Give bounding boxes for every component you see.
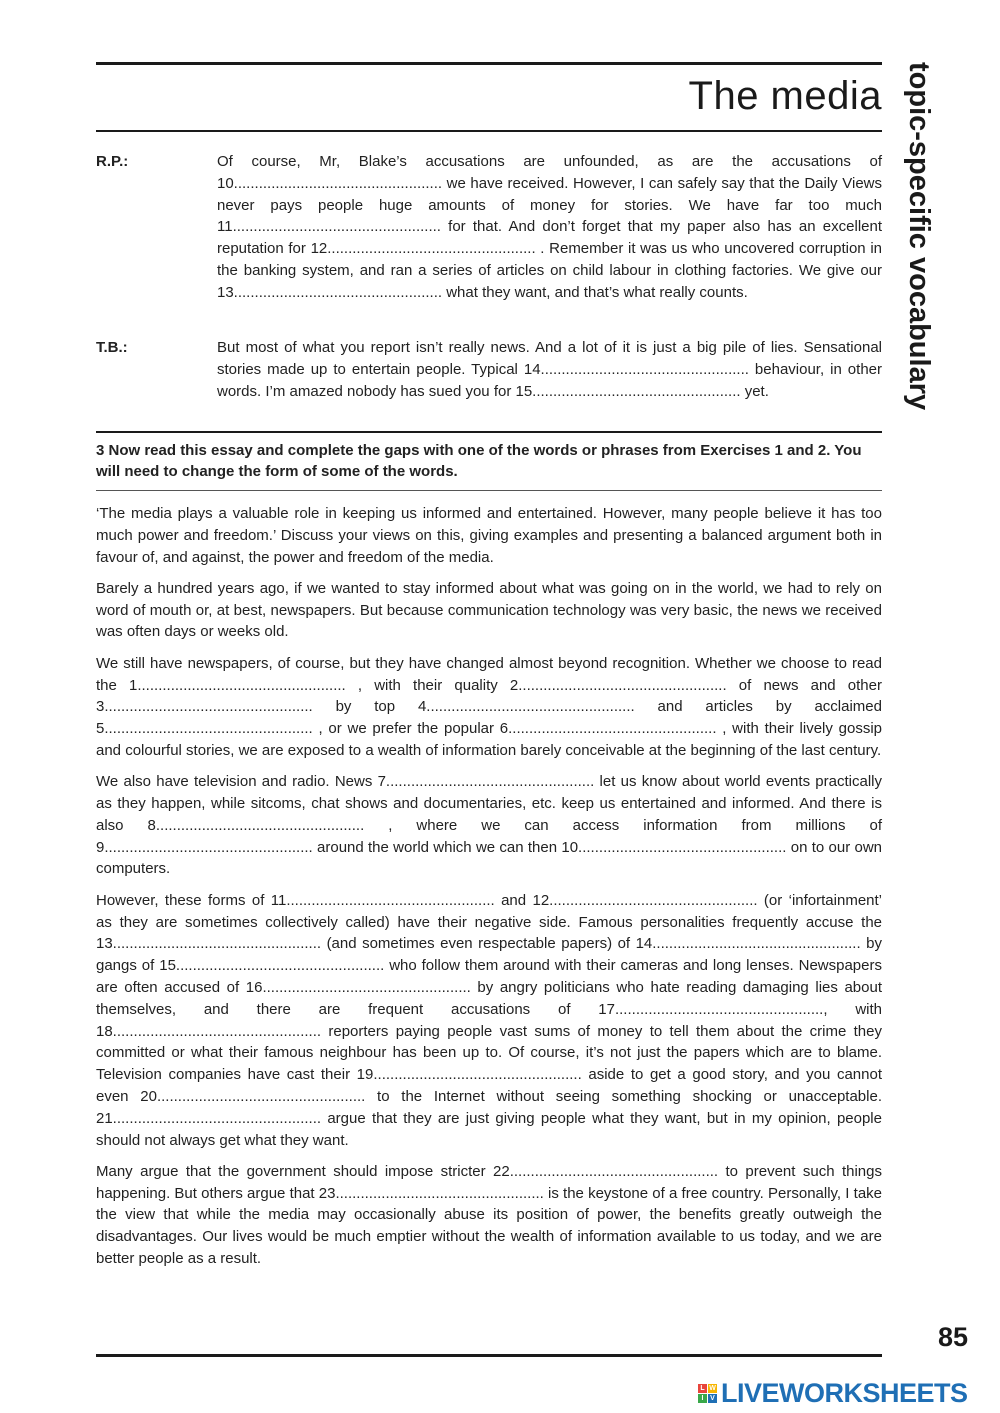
- speaker-label: T.B.:: [96, 339, 128, 356]
- logo-letter: W: [709, 1384, 716, 1392]
- title-rule: [96, 130, 882, 132]
- side-heading: topic-specific vocabulary: [903, 62, 935, 411]
- logo-letter: V: [708, 1394, 717, 1403]
- brand-name: LIVEWORKSHEETS: [721, 1377, 968, 1408]
- section-rule: [96, 431, 882, 433]
- dialogue-tb: [96, 337, 882, 402]
- side-heading-container: [900, 62, 970, 422]
- speaker-label: R.P.:: [96, 153, 129, 170]
- speech-text: But most of what you report isn’t really news. And a lot of it is just a big pile of lies. Sensational stories made up to entertain people. Typical 14.................................................. behaviour, in other words. I’m amazed nobody has sued you for 15.................................................. yet.: [217, 339, 882, 400]
- speech-text: Of course, Mr, Blake’s accusations are unfounded, as are the accusations of 10.................................................. we have received. However, I can safely say that the Daily Views never pays people huge amounts of money for stories. We have far too much 11.................................................. for that. And don’t forget that my paper also has an excellent reputation for 12.................................................. . Remember it was us who uncovered corruption in the banking system, and ran a series of articles on child labour in clothing factories. We give our 13.................................................. what they want, and that’s what really counts.: [217, 153, 882, 301]
- essay-paragraph: ‘The media plays a valuable role in keeping us informed and entertained. However, many people believe it has too much power and freedom.’ Discuss your views on this, giving examples and presenting a balanced argument both in favour of, and against, the power and freedom of the media.: [96, 505, 882, 566]
- dialogue-rp: [96, 151, 882, 304]
- page-title: The media: [688, 74, 882, 118]
- essay-paragraph: We still have newspapers, of course, but they have changed almost beyond recognition. Whether we choose to read the 1.................................................. , with their quality 2.................................................. of news and other 3.................................................. by top 4.................................................. and articles by acclaimed 5.................................................. , or we prefer the popular 6.................................................. , with their lively gossip and colourful stories, we are exposed to a wealth of information barely conceivable at the beginning of the last century.: [96, 654, 882, 759]
- page-number: 85: [938, 1322, 969, 1352]
- bottom-rule: [96, 1354, 882, 1357]
- essay: [96, 503, 882, 1279]
- liveworksheets-logo[interactable]: [698, 1377, 968, 1408]
- top-rule: [96, 62, 882, 65]
- essay-paragraph: We also have television and radio. News 7.................................................. let us know about world events practically as they happen, while sitcoms, chat shows and documentaries, etc. keep us entertained and informed. And there is also 8.................................................. , where we can access information from millions of 9.................................................. around the world which we can then 10.................................................. on to our own computers.: [96, 773, 882, 878]
- instruction-rule: [96, 490, 882, 491]
- logo-letter: L: [698, 1384, 707, 1393]
- logo-icon: [698, 1384, 717, 1403]
- exercise-instruction: 3 Now read this essay and complete the gaps with one of the words or phrases from Exercises 1 and 2. You will need to change the form of some of the words.: [96, 442, 862, 480]
- essay-paragraph: Barely a hundred years ago, if we wanted to stay informed about what was going on in the world, we had to rely on word of mouth or, at best, newspapers. But because communication technology was very basic, the news we received was often days or weeks old.: [96, 579, 882, 641]
- essay-paragraph: However, these forms of 11.................................................. and 12.................................................. (or ‘infortainment’ as they are sometimes collectively called) have their negative side. Famous personalities frequently accuse the 13.................................................. (and sometimes even respectable papers) of 14.................................................. by gangs of 15.................................................. who follow them around with their cameras and long lenses. Newspapers are often accused of 16.................................................. by angry politicians who hate reading damaging lies about themselves, and there are frequent accusations of 17.................................................., with 18.................................................. reporters paying people vast sums of money to tell them about the crime they committed or what their famous neighbour has been up to. Of course, it’s not just the papers which are to blame. Television companies have cast their 19.................................................. aside to get a good story, and you cannot even 20.................................................. to the Internet without seeing something shocking or unacceptable. 21.................................................. argue that they are just giving people what they want, but in my opinion, people should not always get what they want.: [96, 891, 882, 1149]
- logo-letter: I: [698, 1394, 707, 1403]
- essay-paragraph: Many argue that the government should impose stricter 22.................................................. to prevent such things happening. But others argue that 23.................................................. is the keystone of a free country. Personally, I take the view that while the media may occasionally abuse its position of power, the benefits greatly outweigh the disadvantages. Our lives would be much emptier without the wealth of information available to us today, and we are better people as a result.: [96, 1162, 882, 1267]
